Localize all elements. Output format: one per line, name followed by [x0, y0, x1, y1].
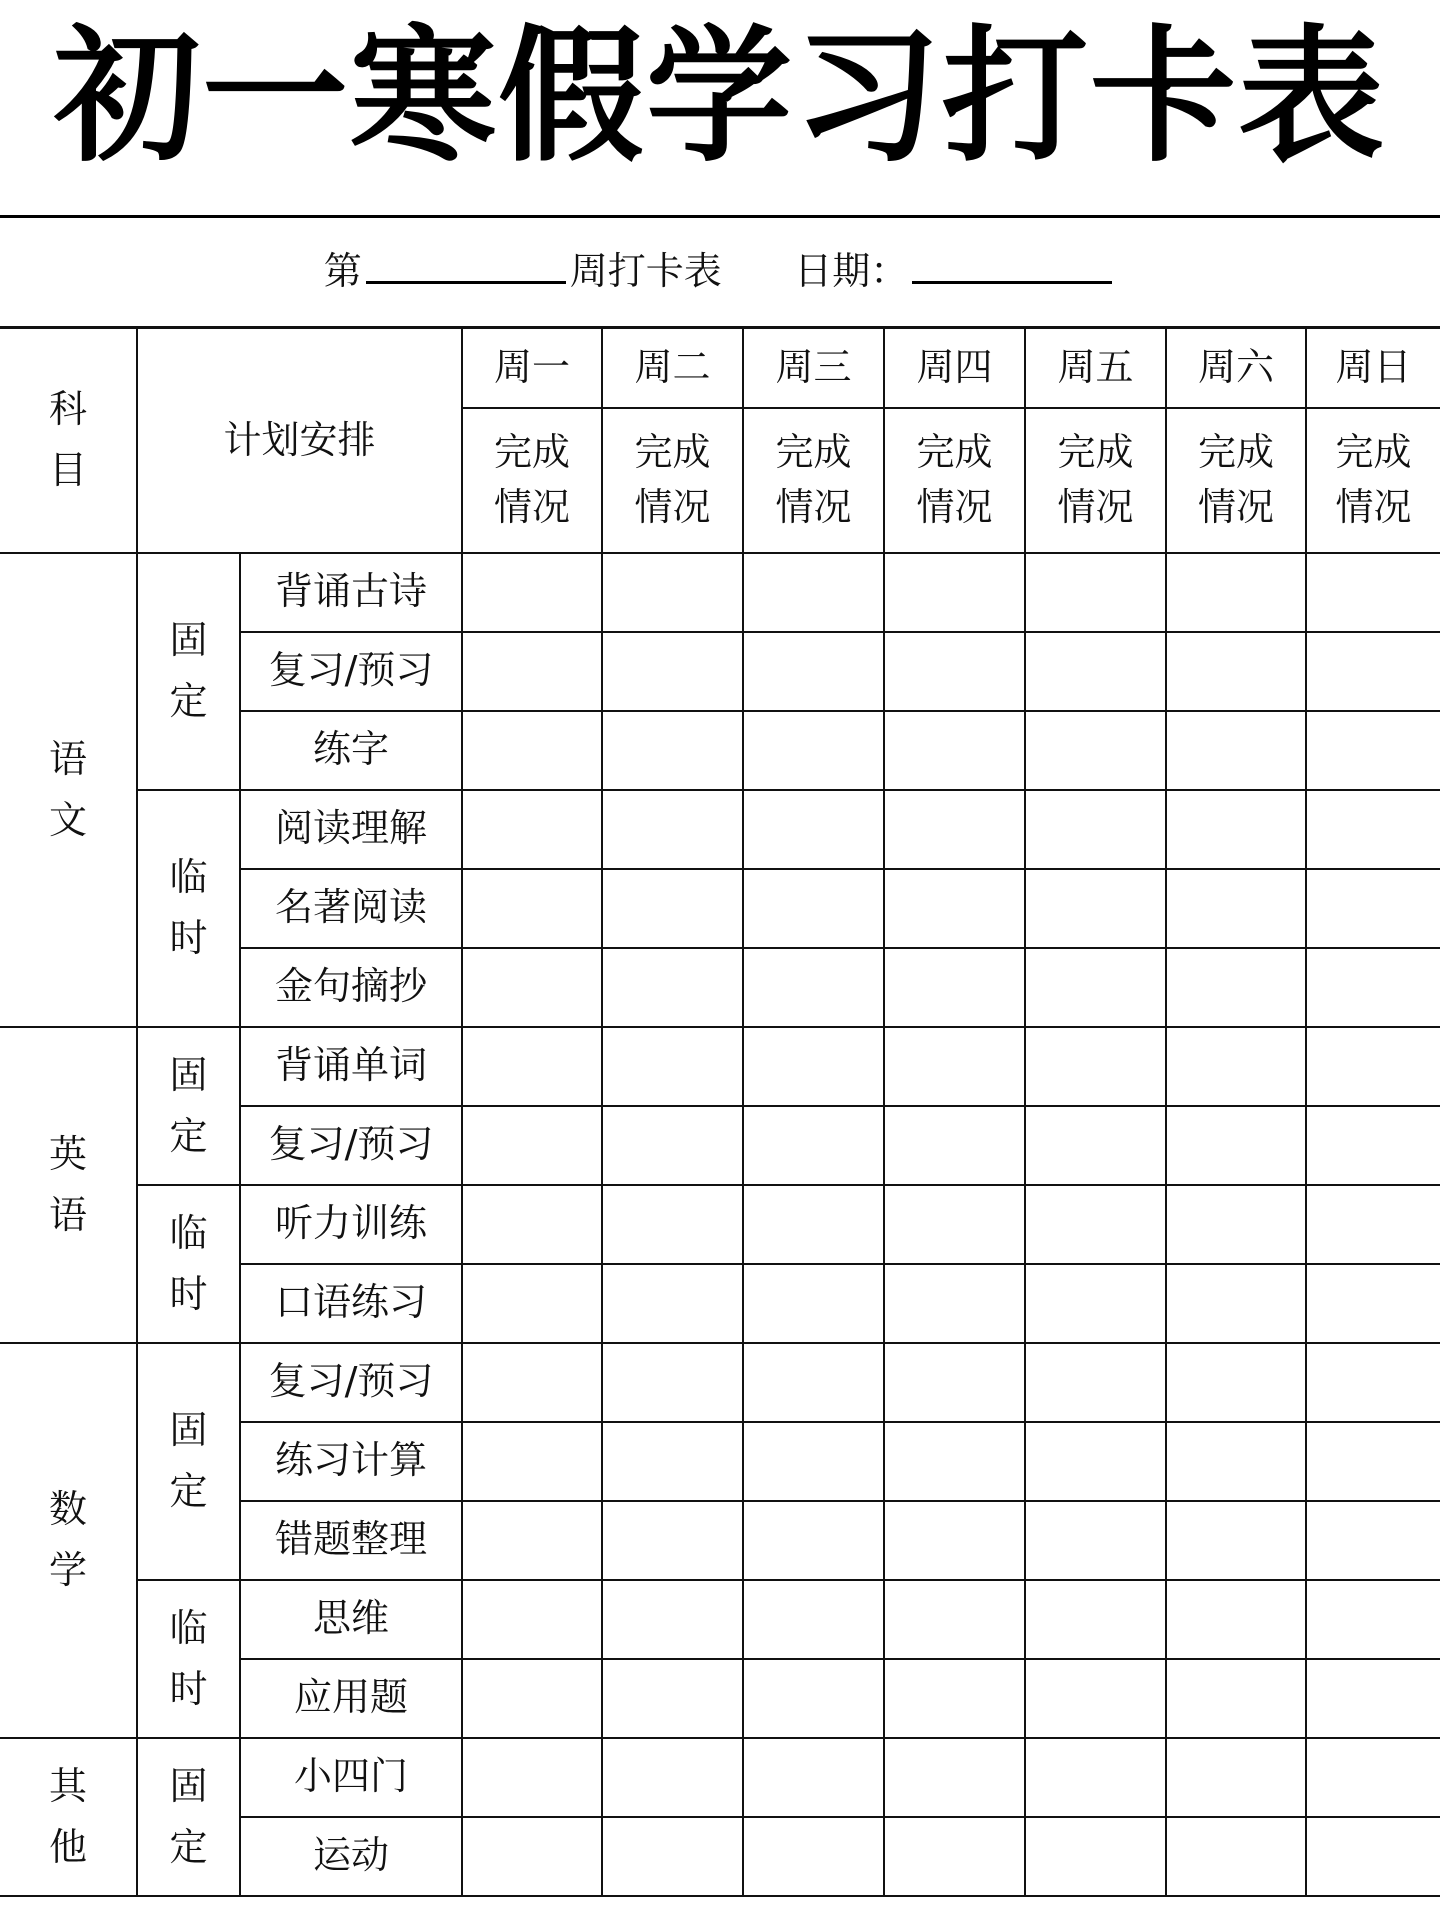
task-name: 背诵单词: [275, 1043, 428, 1088]
checkin-cell[interactable]: [1306, 1580, 1440, 1659]
checkin-cell[interactable]: [1166, 1659, 1306, 1738]
subject-name: 其他: [48, 1763, 87, 1869]
checkin-cell[interactable]: [1306, 1738, 1440, 1817]
task-name: 应用题: [294, 1675, 409, 1720]
subject-name: 英语: [48, 1131, 87, 1237]
checkin-cell[interactable]: [602, 1185, 743, 1264]
checkin-cell[interactable]: [1025, 1264, 1166, 1343]
checkin-cell[interactable]: [602, 1738, 743, 1817]
checkin-cell[interactable]: [1166, 1185, 1306, 1264]
checkin-cell[interactable]: [884, 1501, 1025, 1580]
day-header-label: 周日: [1335, 345, 1412, 390]
task-row: [0, 790, 1440, 869]
task-name-cell: [240, 790, 462, 869]
checkin-cell[interactable]: [1306, 1343, 1440, 1422]
task-name-cell: [240, 1501, 462, 1580]
checkin-cell[interactable]: [462, 1659, 602, 1738]
task-name-cell: [240, 1422, 462, 1501]
task-name-cell: [240, 553, 462, 632]
checkin-cell[interactable]: [1166, 869, 1306, 948]
checkin-cell[interactable]: [743, 1659, 884, 1738]
checkin-cell[interactable]: [1166, 711, 1306, 790]
task-name-cell: [240, 869, 462, 948]
checkin-cell[interactable]: [884, 1738, 1025, 1817]
header-row-days: [0, 328, 1440, 408]
checkin-cell[interactable]: [1166, 948, 1306, 1027]
plan-type-cell: [137, 553, 240, 790]
checkin-cell[interactable]: [602, 1027, 743, 1106]
status-header-label: 完成情况: [916, 429, 993, 529]
checkin-cell[interactable]: [743, 1027, 884, 1106]
page-title: 初一寒假学习打卡表: [54, 12, 1386, 182]
plan-type-label: 固定: [169, 618, 208, 723]
checkin-cell[interactable]: [1025, 1501, 1166, 1580]
checkin-cell[interactable]: [1025, 1185, 1166, 1264]
subject-cell: [0, 1738, 137, 1896]
checkin-cell[interactable]: [1025, 1343, 1166, 1422]
plan-type-cell: [137, 1343, 240, 1580]
subject-cell: [0, 553, 137, 1027]
checkin-cell[interactable]: [1025, 1106, 1166, 1185]
checkin-cell[interactable]: [743, 1185, 884, 1264]
week-number-blank[interactable]: [366, 237, 566, 284]
checkin-cell[interactable]: [602, 1817, 743, 1896]
checkin-cell[interactable]: [462, 1027, 602, 1106]
checkin-cell[interactable]: [1166, 1738, 1306, 1817]
checkin-cell[interactable]: [743, 553, 884, 632]
task-row: [0, 1027, 1440, 1106]
checkin-cell[interactable]: [743, 948, 884, 1027]
week-date-line: [0, 236, 1440, 306]
task-name-cell: [240, 1659, 462, 1738]
day-header: [884, 328, 1025, 408]
checkin-cell[interactable]: [743, 1106, 884, 1185]
day-header-label: 周四: [916, 345, 993, 390]
checkin-cell[interactable]: [462, 790, 602, 869]
checkin-cell[interactable]: [462, 1264, 602, 1343]
plan-type-label: 固定: [169, 1763, 208, 1869]
task-name: 复习/预习: [268, 1122, 434, 1167]
checkin-cell[interactable]: [462, 1580, 602, 1659]
day-header: [1166, 328, 1306, 408]
plan-type-cell: [137, 1738, 240, 1896]
plan-type-cell: [137, 790, 240, 1027]
checkin-cell[interactable]: [884, 632, 1025, 711]
day-header: [1025, 328, 1166, 408]
subject-cell: [0, 1027, 137, 1343]
status-header-label: 完成情况: [1198, 429, 1275, 529]
task-name-cell: [240, 632, 462, 711]
checkin-cell[interactable]: [602, 1580, 743, 1659]
week-suffix: 周打卡表: [569, 249, 722, 293]
checkin-cell[interactable]: [1306, 948, 1440, 1027]
checkin-cell[interactable]: [1166, 1343, 1306, 1422]
checkin-cell[interactable]: [462, 711, 602, 790]
task-row: [0, 1738, 1440, 1817]
checkin-table: [0, 326, 1440, 1897]
status-header-label: 完成情况: [1057, 429, 1134, 529]
checkin-cell[interactable]: [1306, 1501, 1440, 1580]
checkin-cell[interactable]: [884, 1659, 1025, 1738]
checkin-cell[interactable]: [1306, 1817, 1440, 1896]
checkin-cell[interactable]: [1306, 869, 1440, 948]
plan-type-label: 临时: [169, 855, 208, 960]
checkin-cell[interactable]: [1025, 632, 1166, 711]
checkin-cell[interactable]: [743, 790, 884, 869]
status-header: [1166, 408, 1306, 553]
checkin-cell[interactable]: [1306, 1264, 1440, 1343]
checkin-cell[interactable]: [462, 1817, 602, 1896]
checkin-cell[interactable]: [743, 1422, 884, 1501]
task-row: [0, 553, 1440, 632]
checkin-cell[interactable]: [884, 869, 1025, 948]
task-name: 口语练习: [275, 1280, 428, 1325]
checkin-cell[interactable]: [1166, 1264, 1306, 1343]
task-name-cell: [240, 1185, 462, 1264]
checkin-cell[interactable]: [884, 553, 1025, 632]
checkin-cell[interactable]: [602, 790, 743, 869]
task-name: 名著阅读: [275, 885, 428, 930]
day-header-label: 周五: [1057, 345, 1134, 390]
plan-type-label: 临时: [169, 1605, 208, 1711]
checkin-cell[interactable]: [884, 948, 1025, 1027]
checkin-cell[interactable]: [462, 1106, 602, 1185]
day-header: [462, 328, 602, 408]
plan-header: [137, 328, 462, 553]
subject-name: 语文: [48, 736, 87, 842]
checkin-cell[interactable]: [1306, 1422, 1440, 1501]
checkin-cell[interactable]: [884, 1264, 1025, 1343]
checkin-cell[interactable]: [462, 1343, 602, 1422]
status-header: [602, 408, 743, 553]
checkin-cell[interactable]: [1306, 553, 1440, 632]
checkin-cell[interactable]: [1166, 1027, 1306, 1106]
task-name: 金句摘抄: [275, 964, 428, 1009]
checkin-cell[interactable]: [743, 1738, 884, 1817]
checkin-cell[interactable]: [1306, 632, 1440, 711]
status-header: [1306, 408, 1440, 553]
checkin-cell[interactable]: [743, 1817, 884, 1896]
task-name: 背诵古诗: [275, 569, 428, 614]
checkin-cell[interactable]: [462, 869, 602, 948]
checkin-cell[interactable]: [1166, 1106, 1306, 1185]
plan-type-label: 固定: [169, 1052, 208, 1158]
task-row: [0, 1185, 1440, 1264]
checkin-cell[interactable]: [1166, 790, 1306, 869]
checkin-cell[interactable]: [743, 1264, 884, 1343]
checkin-cell[interactable]: [884, 1343, 1025, 1422]
day-header: [602, 328, 743, 408]
day-header: [743, 328, 884, 408]
plan-header-label: 计划安排: [223, 417, 376, 462]
checkin-cell[interactable]: [602, 553, 743, 632]
task-name: 练字: [313, 727, 390, 772]
checkin-cell[interactable]: [602, 869, 743, 948]
checkin-cell[interactable]: [602, 1659, 743, 1738]
checkin-cell[interactable]: [1166, 632, 1306, 711]
checkin-cell[interactable]: [1166, 553, 1306, 632]
task-name-cell: [240, 1027, 462, 1106]
subject-name: 数学: [48, 1487, 87, 1592]
task-name: 复习/预习: [268, 1359, 434, 1404]
checkin-cell[interactable]: [1306, 1185, 1440, 1264]
day-header-label: 周二: [634, 345, 711, 390]
checkin-cell[interactable]: [462, 948, 602, 1027]
checkin-cell[interactable]: [1025, 869, 1166, 948]
checkin-cell[interactable]: [884, 1027, 1025, 1106]
task-name: 练习计算: [275, 1438, 428, 1483]
task-row: [0, 1343, 1440, 1422]
task-row: [0, 1580, 1440, 1659]
checkin-cell[interactable]: [743, 1580, 884, 1659]
title-divider: [0, 215, 1440, 218]
week-prefix: 第: [323, 249, 362, 293]
checkin-cell[interactable]: [884, 1185, 1025, 1264]
day-header-label: 周三: [775, 345, 852, 390]
task-name: 运动: [313, 1833, 390, 1878]
status-header: [743, 408, 884, 553]
status-header: [462, 408, 602, 553]
plan-type-label: 临时: [169, 1210, 208, 1316]
checkin-cell[interactable]: [602, 1422, 743, 1501]
plan-type-label: 固定: [169, 1408, 208, 1513]
checkin-cell[interactable]: [743, 1343, 884, 1422]
checkin-cell[interactable]: [1025, 1738, 1166, 1817]
subject-cell: [0, 1343, 137, 1738]
checkin-cell[interactable]: [1306, 790, 1440, 869]
checkin-cell[interactable]: [1025, 1817, 1166, 1896]
status-header-label: 完成情况: [634, 429, 711, 529]
status-header: [884, 408, 1025, 553]
checkin-cell[interactable]: [462, 1185, 602, 1264]
checkin-cell[interactable]: [1025, 553, 1166, 632]
task-name-cell: [240, 948, 462, 1027]
checkin-cell[interactable]: [1166, 1501, 1306, 1580]
checkin-cell[interactable]: [1025, 1580, 1166, 1659]
day-header-label: 周一: [494, 345, 571, 390]
task-name: 错题整理: [275, 1517, 428, 1562]
task-name-cell: [240, 711, 462, 790]
task-name-cell: [240, 1738, 462, 1817]
checkin-cell[interactable]: [1166, 1817, 1306, 1896]
checkin-cell[interactable]: [1025, 1027, 1166, 1106]
checkin-cell[interactable]: [1025, 1659, 1166, 1738]
checkin-cell[interactable]: [602, 1343, 743, 1422]
checkin-cell[interactable]: [1306, 1659, 1440, 1738]
date-blank[interactable]: [912, 237, 1112, 284]
date-label: 日期：: [794, 249, 909, 293]
checkin-cell[interactable]: [1306, 1027, 1440, 1106]
checkin-cell[interactable]: [602, 1501, 743, 1580]
plan-type-cell: [137, 1185, 240, 1343]
plan-type-cell: [137, 1580, 240, 1738]
checkin-cell[interactable]: [602, 632, 743, 711]
checkin-cell[interactable]: [462, 1738, 602, 1817]
task-name: 复习/预习: [268, 648, 434, 693]
checkin-cell[interactable]: [884, 790, 1025, 869]
checkin-cell[interactable]: [1166, 1580, 1306, 1659]
checkin-cell[interactable]: [1025, 711, 1166, 790]
checkin-cell[interactable]: [602, 1106, 743, 1185]
task-name: 思维: [313, 1596, 390, 1641]
task-name: 小四门: [294, 1754, 409, 1799]
checkin-cell[interactable]: [462, 553, 602, 632]
checkin-cell[interactable]: [462, 632, 602, 711]
checkin-cell[interactable]: [462, 1422, 602, 1501]
checkin-cell[interactable]: [602, 711, 743, 790]
subject-header-label: 科目: [48, 387, 87, 493]
checkin-cell[interactable]: [1025, 1422, 1166, 1501]
day-header-label: 周六: [1198, 345, 1275, 390]
checkin-cell[interactable]: [1025, 790, 1166, 869]
plan-type-cell: [137, 1027, 240, 1185]
checkin-cell[interactable]: [743, 1501, 884, 1580]
checkin-cell[interactable]: [884, 1106, 1025, 1185]
day-header: [1306, 328, 1440, 408]
checkin-cell[interactable]: [602, 948, 743, 1027]
checkin-cell[interactable]: [602, 1264, 743, 1343]
checkin-cell[interactable]: [1306, 711, 1440, 790]
status-header: [1025, 408, 1166, 553]
checkin-cell[interactable]: [743, 632, 884, 711]
task-name-cell: [240, 1580, 462, 1659]
status-header-label: 完成情况: [775, 429, 852, 529]
task-name: 阅读理解: [275, 806, 428, 851]
checkin-cell[interactable]: [884, 1422, 1025, 1501]
checkin-cell[interactable]: [1025, 948, 1166, 1027]
checkin-cell[interactable]: [1166, 1422, 1306, 1501]
task-name-cell: [240, 1106, 462, 1185]
task-name: 听力训练: [275, 1201, 428, 1246]
task-name-cell: [240, 1817, 462, 1896]
checkin-cell[interactable]: [884, 711, 1025, 790]
subject-header: [0, 328, 137, 553]
checkin-cell[interactable]: [884, 1817, 1025, 1896]
checkin-cell[interactable]: [462, 1501, 602, 1580]
checkin-cell[interactable]: [1306, 1106, 1440, 1185]
checkin-cell[interactable]: [884, 1580, 1025, 1659]
status-header-label: 完成情况: [494, 429, 571, 529]
checkin-cell[interactable]: [743, 711, 884, 790]
checkin-cell[interactable]: [743, 869, 884, 948]
task-name-cell: [240, 1343, 462, 1422]
status-header-label: 完成情况: [1335, 429, 1412, 529]
task-name-cell: [240, 1264, 462, 1343]
